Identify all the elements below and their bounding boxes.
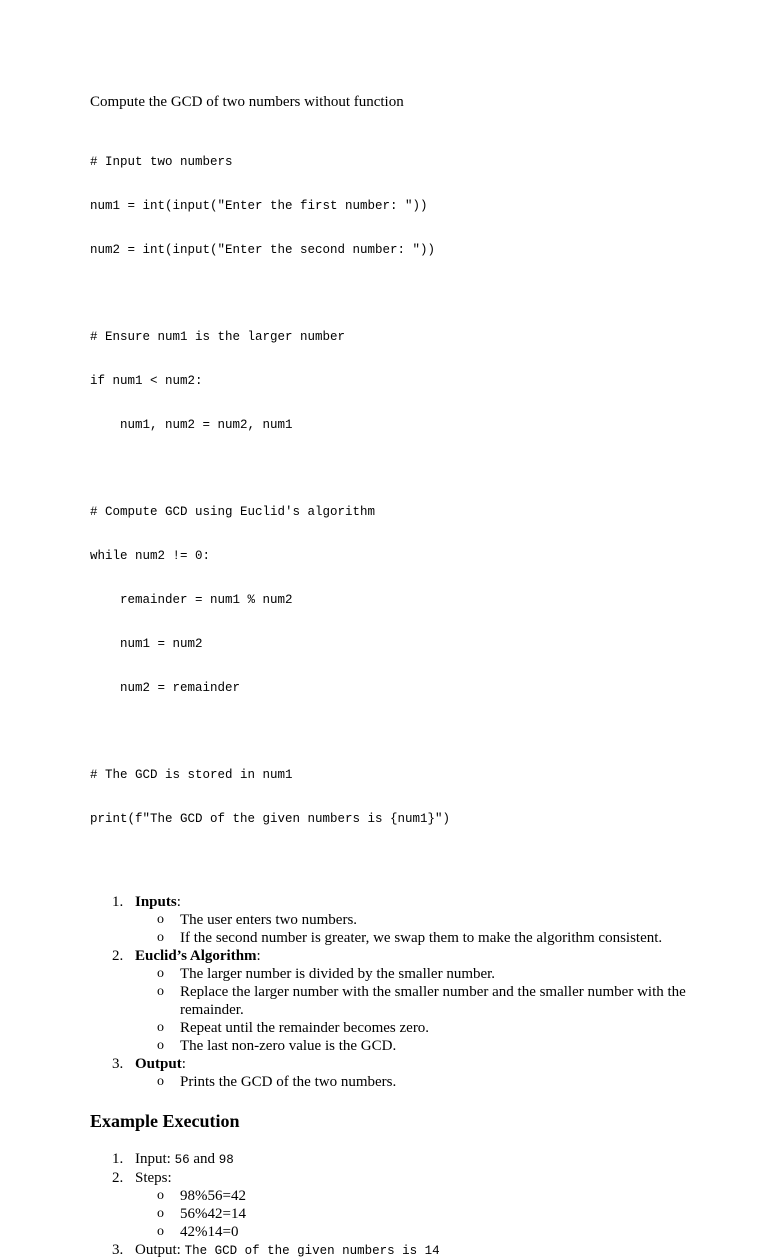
code-line: num1 = int(input("Enter the first number: "))	[90, 198, 428, 213]
section-heading: Example Execution	[90, 1110, 240, 1131]
list-number: 1.	[112, 1150, 124, 1167]
bullet-icon: o	[157, 965, 164, 981]
output-value: The GCD of the given numbers is 14	[184, 1243, 440, 1258]
code-line: num1 = num2	[90, 636, 203, 651]
code-line: print(f"The GCD of the given numbers is {num1}")	[90, 811, 451, 826]
steps-label: Steps:	[135, 1169, 172, 1186]
list-item	[90, 947, 690, 1055]
code-line: # Input two numbers	[90, 155, 233, 170]
input-joiner: and	[189, 1150, 219, 1167]
sub-list-item-text: Prints the GCD of the two numbers.	[180, 1073, 397, 1090]
code-line: # Compute GCD using Euclid's algorithm	[90, 505, 376, 520]
list-item	[90, 1169, 690, 1241]
bullet-icon: o	[157, 1037, 164, 1053]
bullet-icon: o	[157, 1019, 164, 1035]
sub-list	[135, 1187, 690, 1241]
code-line: num2 = remainder	[90, 680, 241, 695]
sub-list-item	[135, 1019, 690, 1037]
document-page	[90, 93, 690, 1260]
list-item	[90, 893, 690, 947]
code-line: # The GCD is stored in num1	[90, 768, 293, 783]
list-item	[90, 1055, 690, 1091]
bullet-icon: o	[157, 1187, 164, 1203]
code-block	[90, 126, 690, 856]
example-list	[90, 1150, 690, 1260]
code-line: if num1 < num2:	[90, 374, 203, 389]
sub-list-item-text: Repeat until the remainder becomes zero.	[180, 1019, 430, 1036]
sub-list-item	[135, 1223, 690, 1241]
code-blank-line	[90, 462, 690, 477]
code-line: num1, num2 = num2, num1	[90, 417, 293, 432]
list-number: 2.	[112, 1169, 124, 1186]
list-number: 1.	[112, 893, 124, 910]
list-item	[90, 1241, 690, 1260]
sub-list-item-text: The larger number is divided by the smaller number.	[180, 965, 496, 982]
list-number: 2.	[112, 947, 124, 964]
step-text: 42%14=0	[180, 1223, 239, 1240]
list-number: 3.	[112, 1241, 124, 1258]
sub-list-item	[135, 911, 690, 929]
list-item-label: Inputs	[135, 893, 177, 910]
output-prefix: Output:	[135, 1241, 185, 1258]
code-line: # Ensure num1 is the larger number	[90, 330, 346, 345]
step-text: 98%56=42	[180, 1187, 246, 1204]
sub-list-item	[135, 1187, 690, 1205]
label-suffix: :	[181, 1055, 186, 1072]
input-value-b: 98	[218, 1152, 234, 1167]
list-number: 3.	[112, 1055, 124, 1072]
label-suffix: :	[256, 947, 261, 964]
document-title: Compute the GCD of two numbers without function	[90, 94, 404, 110]
list-item	[90, 1150, 690, 1169]
bullet-icon: o	[157, 911, 164, 927]
code-line: while num2 != 0:	[90, 549, 211, 564]
list-item-label: Output	[135, 1055, 182, 1072]
bullet-icon: o	[157, 1073, 164, 1089]
sub-list-item-text: The user enters two numbers.	[180, 911, 358, 928]
sub-list-item	[135, 965, 690, 983]
label-suffix: :	[176, 893, 181, 910]
sub-list-item-text: If the second number is greater, we swap them to make the algorithm consistent.	[180, 929, 663, 946]
sub-list-item	[135, 1073, 690, 1091]
bullet-icon: o	[157, 929, 164, 945]
input-value-a: 56	[174, 1152, 190, 1167]
sub-list-item-text: Replace the larger number with the smaller number and the smaller number with the remainder.	[180, 983, 686, 1018]
sub-list-item	[135, 929, 690, 947]
list-item-label: Euclid’s Algorithm	[135, 947, 257, 964]
input-prefix: Input:	[135, 1150, 175, 1167]
bullet-icon: o	[157, 1223, 164, 1239]
sub-list	[135, 1073, 690, 1091]
sub-list-item	[135, 1037, 690, 1055]
bullet-icon: o	[157, 1205, 164, 1221]
sub-list-item	[135, 1205, 690, 1223]
explanation-section	[90, 893, 690, 1091]
sub-list	[135, 911, 690, 947]
code-line: num2 = int(input("Enter the second number: "))	[90, 242, 436, 257]
sub-list-item-text: The last non-zero value is the GCD.	[180, 1037, 397, 1054]
code-blank-line	[90, 287, 690, 302]
explanation-list	[90, 893, 690, 1091]
step-text: 56%42=14	[180, 1205, 246, 1222]
code-line: remainder = num1 % num2	[90, 593, 293, 607]
sub-list	[135, 965, 690, 1055]
bullet-icon: o	[157, 983, 164, 999]
code-blank-line	[90, 724, 690, 739]
sub-list-item	[135, 983, 690, 1019]
